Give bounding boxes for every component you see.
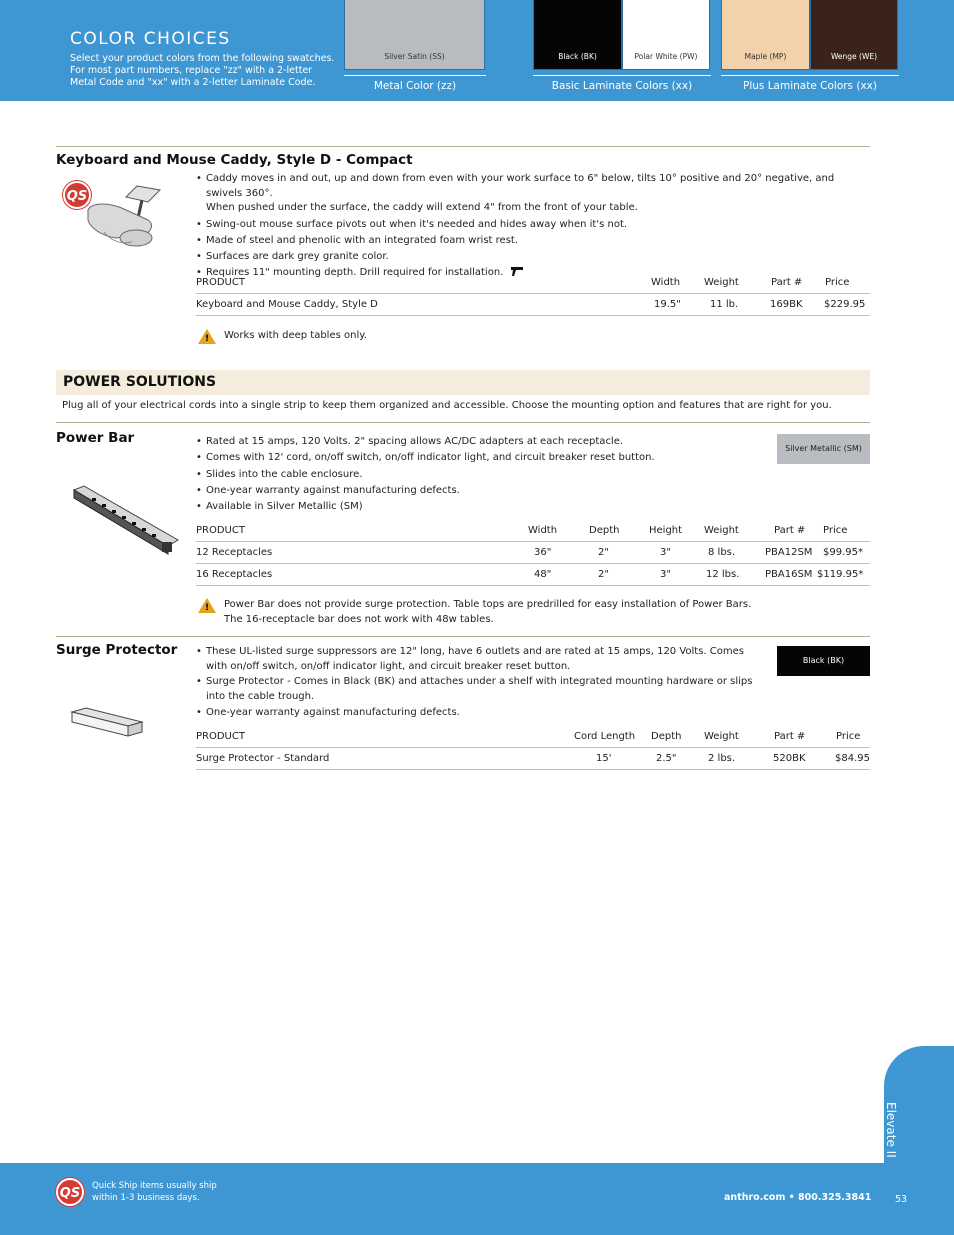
list-item: • Slides into the cable enclosure. (196, 467, 756, 483)
contact-info: anthro.com • 800.325.3841 (724, 1192, 872, 1203)
black-chip: Black (BK) (777, 646, 870, 676)
group-rule (721, 75, 899, 76)
table-row: Keyboard and Mouse Caddy, Style D 19.5" 11 lb. 169BK $229.95 (196, 294, 870, 316)
list-item: • Rated at 15 amps, 120 Volts. 2" spacing allows AC/DC adapters at each receptacle. (196, 434, 756, 450)
side-tab (884, 1046, 954, 1165)
quick-ship-note: Quick Ship items usually ship within 1-3 business days. (92, 1181, 217, 1203)
group-rule (344, 75, 486, 76)
list-item: • Comes with 12' cord, on/off switch, on/off indicator light, and circuit breaker reset button. (196, 450, 756, 466)
surge-protector-title: Surge Protector (56, 642, 178, 658)
section-divider (56, 636, 870, 637)
page-number: 53 (895, 1194, 908, 1205)
section-divider (56, 422, 870, 423)
metal-color-label: Metal Color (zz) (373, 80, 457, 92)
section-divider (56, 146, 870, 147)
group-rule (533, 75, 711, 76)
list-item: • Surge Protector - Comes in Black (BK) and attaches under a shelf with integrated mounting hardware or slips into the cable trough. (196, 675, 764, 705)
quick-ship-badge: QS (63, 181, 91, 209)
side-tab-label: Elevate II (884, 1102, 898, 1158)
list-item: • One-year warranty against manufacturing defects. (196, 483, 756, 499)
surge-protector-features (196, 645, 764, 721)
caddy-product-table (196, 272, 870, 316)
table-header-row: PRODUCT Width Weight Part # Price (196, 272, 870, 294)
power-bar-product-table (196, 520, 870, 586)
table-row: Surge Protector - Standard 15' 2.5" 2 lbs. 520BK $84.95 (196, 748, 870, 770)
table-row: 12 Receptacles 36" 2" 3" 8 lbs. PBA12SM $99.95* (196, 542, 870, 564)
color-choices-intro: Select your product colors from the following swatches. For most part numbers, replace "zz" with a 2-letter Metal Code and "xx" with a 2-letter Laminate Code. (70, 53, 335, 88)
keyboard-caddy-image (82, 180, 172, 255)
footer (0, 1163, 954, 1235)
plus-laminate-label: Plus Laminate Colors (xx) (743, 80, 877, 92)
table-row: 16 Receptacles 48" 2" 3" 12 lbs. PBA16SM $119.95* (196, 564, 870, 586)
power-bar-features (196, 434, 756, 515)
list-item: • One-year warranty against manufacturing defects. (196, 705, 764, 721)
list-item: • Made of steel and phenolic with an integrated foam wrist rest. (196, 233, 870, 249)
power-bar-note: ! Power Bar does not provide surge protection. Table tops are predrilled for easy installation of Power Bars. The 16-receptacle bar does not work with 48w tables. (198, 597, 798, 629)
list-item: • Caddy moves in and out, up and down from even with your work surface to 6" below, tilts 10° positive and 20° negative, and swivels 360°. When pushed under the surface, the caddy will extend 4" from the front of your table. (196, 172, 870, 217)
table-header-row: PRODUCT Width Depth Height Weight Part # Price (196, 520, 870, 542)
surge-protector-product-table (196, 726, 870, 770)
swatch-black: Black (BK) (533, 0, 622, 70)
swatch-polar-white: Polar White (PW) (622, 0, 710, 70)
list-item: • Swing-out mouse surface pivots out when it's needed and hides away when it's not. (196, 217, 870, 233)
list-item: • Requires 11" mounting depth. Drill required for installation. (196, 265, 870, 281)
warning-icon: ! (198, 598, 216, 613)
caddy-features (196, 172, 870, 282)
swatch-silver-satin: Silver Satin (SS) (344, 0, 485, 70)
caddy-title: Keyboard and Mouse Caddy, Style D - Compact (56, 152, 413, 168)
power-solutions-banner (56, 370, 870, 395)
quick-ship-badge: QS (56, 1178, 84, 1206)
power-bar-title: Power Bar (56, 430, 135, 446)
table-header-row: PRODUCT Cord Length Depth Weight Part # Price (196, 726, 870, 748)
color-choices-header (0, 0, 954, 101)
surge-protector-image (68, 706, 144, 744)
caddy-note: ! Works with deep tables only. (198, 328, 698, 344)
basic-laminate-label: Basic Laminate Colors (xx) (551, 80, 693, 92)
swatch-maple: Maple (MP) (721, 0, 810, 70)
color-choices-title: COLOR CHOICES (70, 29, 231, 49)
power-solutions-intro: Plug all of your electrical cords into a single strip to keep them organized and accessible. Choose the mounting option and features that are right for you. (62, 400, 832, 411)
silver-metallic-chip: Silver Metallic (SM) (777, 434, 870, 464)
power-solutions-title: POWER SOLUTIONS (63, 374, 217, 390)
swatch-wenge: Wenge (WE) (810, 0, 898, 70)
warning-icon: ! (198, 329, 216, 344)
list-item: • Surfaces are dark grey granite color. (196, 249, 870, 265)
list-item: • These UL-listed surge suppressors are 12" long, have 6 outlets and are rated at 15 amps, 120 Volts. Comes with on/off switch, on/off indicator light, and circuit breaker reset button. (196, 645, 764, 675)
list-item: • Available in Silver Metallic (SM) (196, 499, 756, 515)
power-bar-image (70, 484, 182, 560)
